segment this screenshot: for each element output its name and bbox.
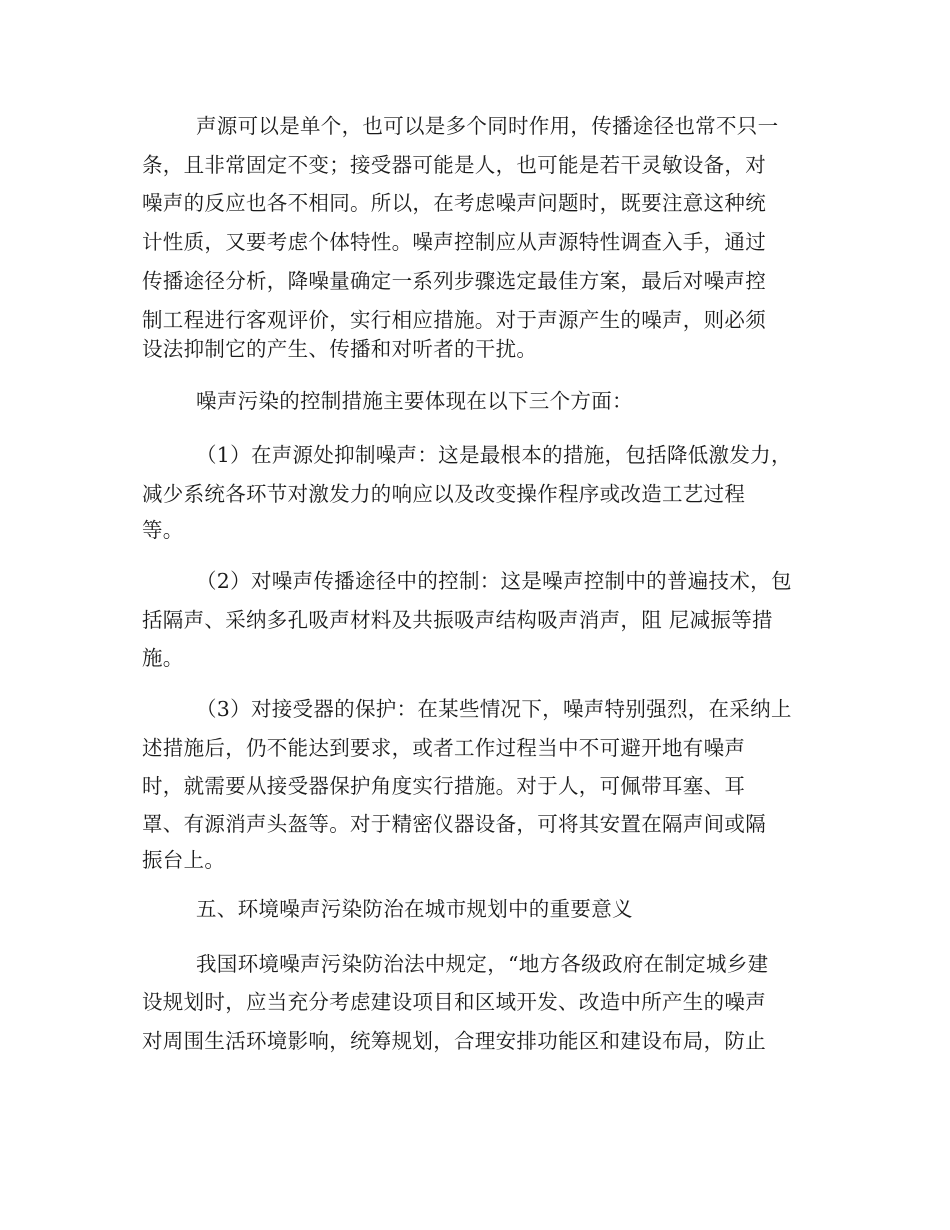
text-line: 计性质，又要考虑个体特性。噪声控制应从声源特性调查入手，通过 bbox=[142, 230, 766, 254]
text-line: 条，且非常固定不变；接受器可能是人，也可能是若干灵敏设备，对 bbox=[142, 153, 766, 177]
text-line: 制工程进行客观评价，实行相应措施。对于声源产生的噪声，则必须 bbox=[142, 308, 766, 332]
text-line: 括隔声、采纳多孔吸声材料及共振吸声结构吸声消声，阻 尼减振等措 bbox=[142, 608, 773, 632]
text-line: 对周围生活环境影响，统筹规划，合理安排功能区和建设布局，防止 bbox=[142, 1029, 766, 1053]
text-line: 罩、有源消声头盔等。对于精密仪器设备，可将其安置在隔声间或隔 bbox=[142, 812, 766, 836]
text-line: 减少系统各环节对激发力的响应以及改变操作程序或改造工艺过程 bbox=[142, 482, 746, 506]
text-line: 噪声污染的控制措施主要体现在以下三个方面： bbox=[196, 389, 633, 413]
text-line: 施。 bbox=[142, 646, 184, 670]
text-line: 述措施后，仍不能达到要求，或者工作过程当中不可避开地有噪声 bbox=[142, 736, 746, 760]
text-line: 振台上。 bbox=[142, 848, 226, 872]
text-line: 等。 bbox=[142, 518, 184, 542]
text-line: 时，就需要从接受器保护角度实行措施。对于人，可佩带耳塞、耳 bbox=[142, 774, 746, 798]
text-line: 设法抑制它的产生、传播和对听者的干扰。 bbox=[142, 337, 538, 361]
text-line: 我国环境噪声污染防治法中规定，“地方各级政府在制定城乡建 bbox=[196, 952, 769, 976]
text-line: 噪声的反应也各不相同。所以，在考虑噪声问题时，既要注意这种统 bbox=[142, 191, 766, 215]
text-line: 设规划时，应当充分考虑建设项目和区域开发、改造中所产生的噪声 bbox=[142, 990, 766, 1014]
text-line: 声源可以是单个，也可以是多个同时作用，传播途径也常不只一 bbox=[196, 114, 779, 138]
text-line: 传播途径分析，降噪量确定一系列步骤选定最佳方案，最后对噪声控 bbox=[142, 269, 766, 293]
section-heading-text: 五、环境噪声污染防治在城市规划中的重要意义 bbox=[196, 897, 633, 921]
text-line: （1）在声源处抑制噪声：这是最根本的措施，包括降低激发力， bbox=[196, 443, 792, 467]
text-line: （2）对噪声传播途径中的控制：这是噪声控制中的普遍技术，包 bbox=[196, 569, 792, 593]
text-line: （3）对接受器的保护：在某些情况下，噪声特别强烈，在采纳上 bbox=[196, 697, 792, 721]
